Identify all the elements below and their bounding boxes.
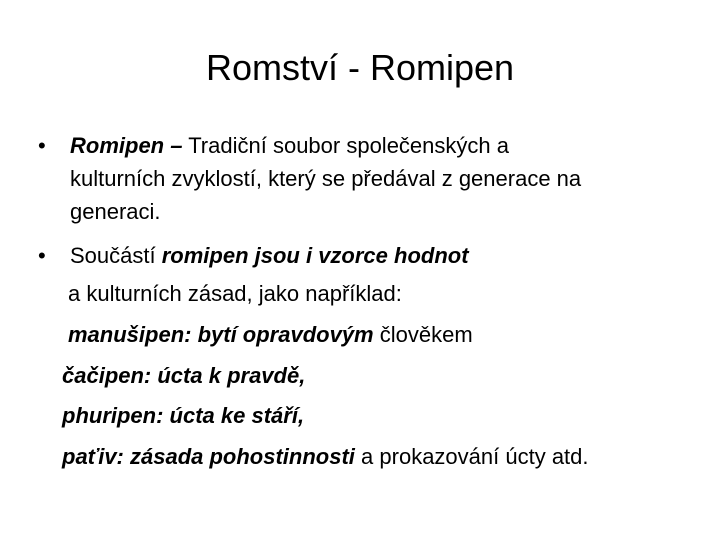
bullet-1-line-3: generaci.: [70, 199, 161, 224]
bullet-dot: •: [38, 243, 46, 268]
bullet-2-line-2: a kulturních zásad, jako například:: [68, 281, 402, 306]
example-term: phuripen: úcta ke stáří,: [62, 403, 305, 428]
example-rest: člověkem: [379, 322, 473, 347]
example-line: [68, 320, 473, 350]
bullet-2-line-1: [70, 241, 469, 271]
example-line: [62, 401, 304, 431]
example-line: [62, 442, 589, 472]
example-line: [62, 361, 305, 391]
bullet-1-definition: Tradiční soubor společenských a: [188, 133, 509, 158]
example-rest: a prokazování úcty atd.: [361, 444, 589, 469]
example-term: paťiv: zásada pohostinnosti: [62, 444, 355, 469]
bullet-dot: •: [38, 133, 46, 158]
bullet-2-prefix: Součástí: [70, 243, 156, 268]
slide-title: Romství - Romipen: [205, 47, 515, 88]
example-term: manušipen: bytí opravdovým: [68, 322, 374, 347]
bullet-1-line-2: kulturních zvyklostí, který se předával z generace na: [70, 166, 582, 191]
example-term: čačipen: úcta k pravdě,: [62, 363, 306, 388]
bullet-1-term: Romipen –: [70, 133, 183, 158]
bullet-1-line-1: [70, 131, 509, 161]
bullet-2-emphasis: romipen jsou i vzorce hodnot: [161, 243, 469, 268]
